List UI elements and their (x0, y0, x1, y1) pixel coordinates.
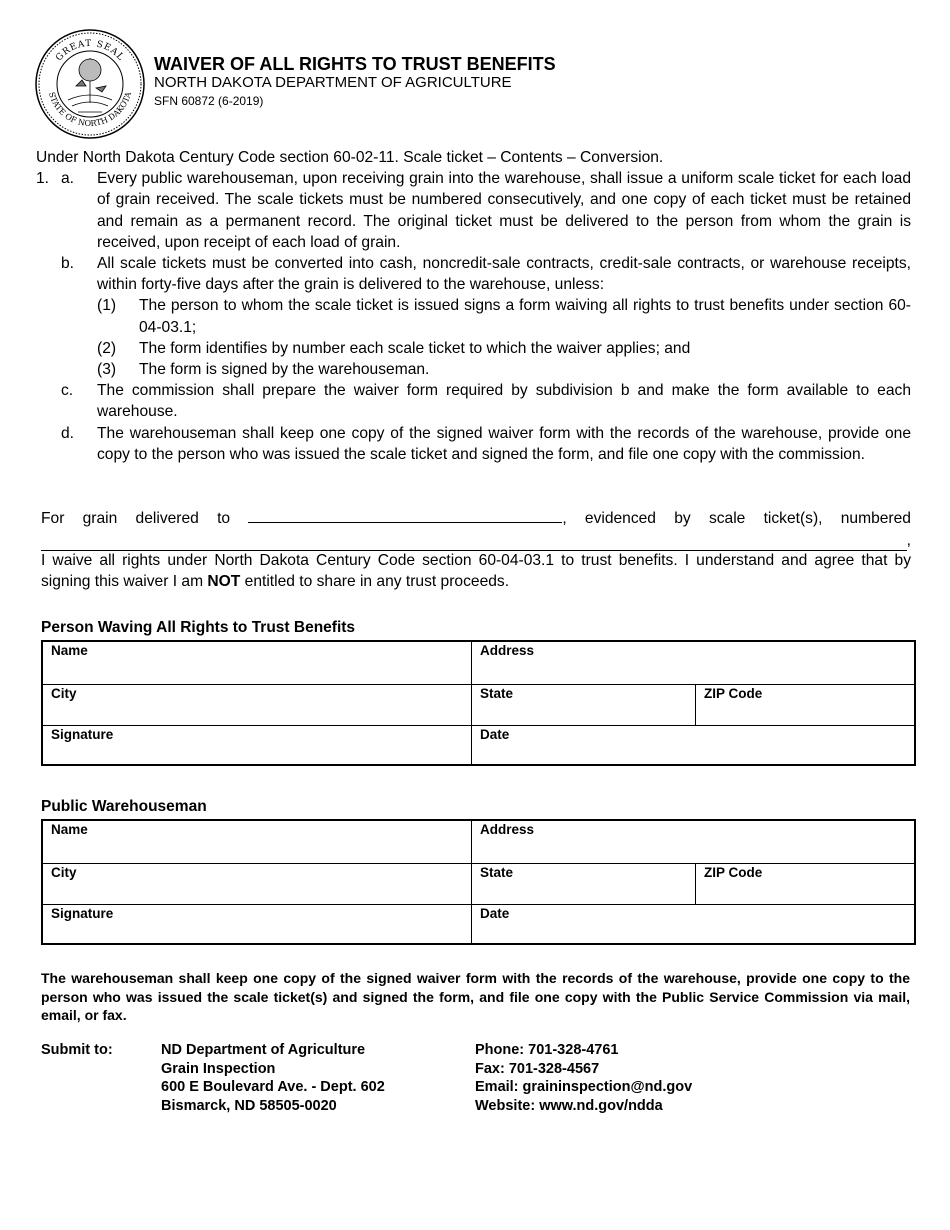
submit-contact (475, 1041, 692, 1115)
statute-item-d: d. The warehouseman shall keep one copy of the signed waiver form with the records of the warehouse, provide one copy to the person who was issued the scale ticket and signed the form, and file one copy with the commission. (61, 424, 911, 463)
warehouse-state-field[interactable]: State (471, 863, 695, 904)
statute-subitem: (2) The form identifies by number each scale ticket to which the waiver applies; and (97, 339, 691, 357)
warehouse-signature-field[interactable]: Signature (43, 904, 471, 943)
department-name: NORTH DAKOTA DEPARTMENT OF AGRICULTURE (154, 74, 512, 91)
person-name-field[interactable]: Name (51, 643, 88, 658)
person-section-title: Person Waving All Rights to Trust Benefits (41, 619, 356, 636)
grain-delivery-line: For grain delivered to , evidenced by scale ticket(s), numbered (41, 510, 911, 527)
warehouse-date-field[interactable]: Date (471, 904, 914, 943)
person-date-field[interactable]: Date (471, 725, 914, 764)
submit-label: Submit to: (41, 1042, 113, 1058)
filing-note: The warehouseman shall keep one copy of the signed waiver form with the records of the warehouse, provide one copy to the person who was issued the scale ticket(s) and signed the form, and file one copy with the Public Service Commission via mail, email, or fax. (41, 970, 910, 1023)
statute-subitem: (1) The person to whom the scale ticket is issued signs a form waiving all rights to trust benefits under section 60-04-03.1; (97, 297, 911, 336)
warehouse-zip-field[interactable]: ZIP Code (695, 863, 914, 904)
person-table (41, 640, 916, 766)
svg-text:STATE OF NORTH DAKOTA: STATE OF NORTH DAKOTA (46, 90, 134, 129)
email-text: Email: graininspection@nd.gov (475, 1079, 693, 1096)
statute-item-b: b. All scale tickets must be converted into cash, noncredit-sale contracts, credit-sale contracts, or warehouse receipts, within forty-five days after the grain is delivered to the warehouse, unless: (61, 255, 911, 294)
person-signature-field[interactable]: Signature (43, 725, 471, 764)
svg-text:GREAT SEAL: GREAT SEAL (54, 38, 126, 64)
person-city-field[interactable]: City (43, 684, 471, 725)
fax-text: Fax: 701-328-4567 (475, 1060, 600, 1077)
statute-item-a: 1. a. Every public warehouseman, upon receiving grain into the warehouse, shall issue a uniform scale ticket for each load of grain received. The scale tickets must be numbered consecutively, and one copy of each ticket must be retained and remain as a permanent record. The original ticket must be delivered to the person from whom the grain is received, upon receipt of each load of grain. (36, 170, 911, 251)
warehouse-section-title: Public Warehouseman (41, 798, 207, 815)
warehouse-city-field[interactable]: City (43, 863, 471, 904)
person-address-field[interactable]: Address (471, 642, 914, 684)
warehouse-table (41, 819, 916, 945)
waiver-statement: I waive all rights under North Dakota Century Code section 60-04-03.1 to trust benefits. I understand and agree that by signing this waiver I am NOT entitled to share in any trust proceeds. (41, 552, 911, 591)
warehouse-address-field[interactable]: Address (471, 821, 914, 863)
statute-item-c: c. The commission shall prepare the waiver form required by subdivision b and make the form available to each warehouse. (61, 382, 911, 421)
warehouse-name-field[interactable]: Name (51, 822, 88, 837)
statute-subitem: (3) The form is signed by the warehouseman. (97, 361, 430, 379)
website-text: Website: www.nd.gov/ndda (475, 1097, 663, 1114)
statute-intro: Under North Dakota Century Code section 60-02-11. Scale ticket – Contents – Conversion. (36, 149, 664, 166)
person-zip-field[interactable]: ZIP Code (695, 684, 914, 725)
phone-text: Phone: 701-328-4761 (475, 1042, 619, 1058)
statute-text (36, 147, 911, 465)
person-state-field[interactable]: State (471, 684, 695, 725)
form-number: SFN 60872 (6-2019) (154, 94, 264, 108)
form-title: WAIVER OF ALL RIGHTS TO TRUST BENEFITS (154, 54, 556, 74)
state-seal-logo (34, 28, 146, 140)
ticket-numbers-line: , (41, 530, 911, 551)
ticket-numbers-field[interactable] (41, 536, 907, 551)
submit-address: ND Department of Agriculture Grain Inspection 600 E Boulevard Ave. - Dept. 602 Bismarck, ND 58505-0020 (161, 1042, 385, 1114)
delivered-to-field[interactable] (248, 508, 562, 523)
form-header (154, 54, 556, 109)
